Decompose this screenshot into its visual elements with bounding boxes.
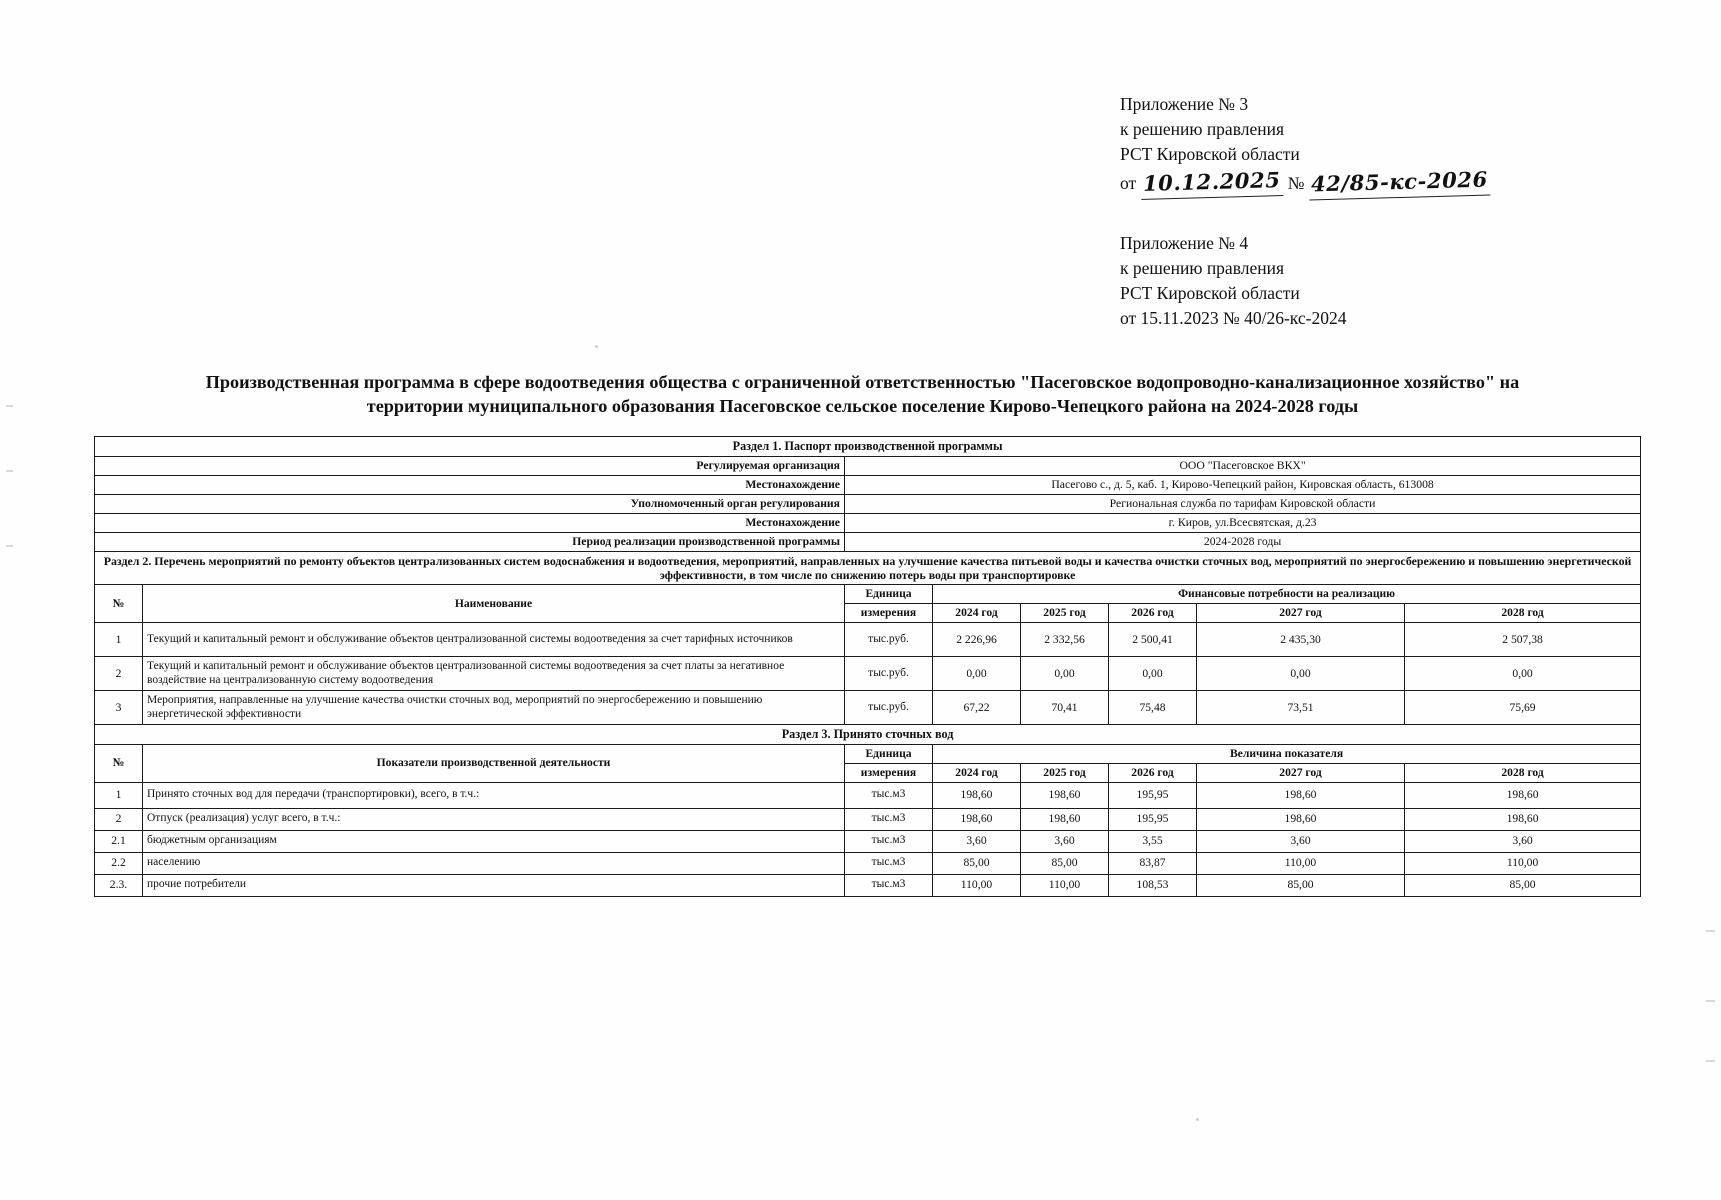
passport-value-2: Региональная служба по тарифам Кировской области	[845, 494, 1641, 513]
s3-row0-v2025: 198,60	[1021, 782, 1109, 808]
s3-row2-unit: тыс.м3	[845, 830, 933, 852]
s2-row2-v2024: 67,22	[933, 691, 1021, 725]
col-header-year-2027: 2027 год	[1197, 604, 1405, 623]
s3-row2-name: бюджетным организациям	[143, 830, 845, 852]
s3-col-header-year-2026: 2026 год	[1109, 763, 1197, 782]
s3-row0-v2027: 198,60	[1197, 782, 1405, 808]
passport-label-2: Уполномоченный орган регулирования	[95, 494, 845, 513]
s2-row2-v2028: 75,69	[1405, 691, 1641, 725]
table-row	[95, 808, 1641, 830]
s3-row3-v2026: 83,87	[1109, 852, 1197, 874]
s3-row0-unit: тыс.м3	[845, 782, 933, 808]
s3-row3-v2024: 85,00	[933, 852, 1021, 874]
appendix4-line1: Приложение № 4	[1120, 233, 1249, 254]
appendix3-line1: Приложение № 3	[1120, 94, 1249, 114]
appendix3-decision-line	[1120, 167, 1640, 198]
scan-edge-mark	[1706, 1000, 1715, 1002]
s3-row1-v2028: 198,60	[1405, 808, 1641, 830]
s3-row3-num: 2.2	[95, 852, 143, 874]
s3-row4-v2027: 85,00	[1197, 874, 1405, 896]
s3-col-header-num: №	[95, 744, 143, 782]
s2-row0-v2024: 2 226,96	[933, 623, 1021, 657]
s3-row1-v2026: 195,95	[1109, 808, 1197, 830]
s2-row0-name: Текущий и капитальный ремонт и обслуживание объектов централизованной системы водоотведения за счет тарифных источников	[143, 623, 845, 657]
table-row	[95, 623, 1641, 657]
s3-row3-v2025: 85,00	[1021, 852, 1109, 874]
table-row	[95, 657, 1641, 691]
s3-row2-v2028: 3,60	[1405, 830, 1641, 852]
col-header-name: Наименование	[143, 585, 845, 623]
section3-heading-row	[95, 725, 1641, 745]
s3-row0-v2024: 198,60	[933, 782, 1021, 808]
header-spacer	[1120, 197, 1640, 231]
s3-col-header-unit-line1: Единица	[845, 744, 933, 763]
section2-header-row-1	[95, 585, 1641, 604]
s3-col-header-unit-line2: измерения	[845, 763, 933, 782]
page-speck	[595, 345, 598, 348]
s3-row4-num: 2.3.	[95, 874, 143, 896]
s3-row3-v2028: 110,00	[1405, 852, 1641, 874]
s3-row2-v2026: 3,55	[1109, 830, 1197, 852]
col-header-year-2025: 2025 год	[1021, 604, 1109, 623]
s2-row0-unit: тыс.руб.	[845, 623, 933, 657]
s2-row1-name: Текущий и капитальный ремонт и обслуживание объектов централизованной системы водоотведения за счет платы за негативное воздействие на централизованную систему водоотведения	[143, 657, 845, 691]
s3-row0-v2028: 198,60	[1405, 782, 1641, 808]
appendix3-line3: РСТ Кировской области	[1120, 143, 1300, 164]
table-row	[95, 456, 1641, 475]
s3-row1-num: 2	[95, 808, 143, 830]
s2-row1-v2027: 0,00	[1197, 657, 1405, 691]
s3-row2-num: 2.1	[95, 830, 143, 852]
col-header-year-2024: 2024 год	[933, 604, 1021, 623]
program-table-wrapper	[94, 436, 1640, 897]
s3-col-header-year-2027: 2027 год	[1197, 763, 1405, 782]
s3-col-header-year-2025: 2025 год	[1021, 763, 1109, 782]
s2-row1-unit: тыс.руб.	[845, 657, 933, 691]
s2-row2-v2025: 70,41	[1021, 691, 1109, 725]
s3-row0-num: 1	[95, 782, 143, 808]
s3-row4-v2026: 108,53	[1109, 874, 1197, 896]
s3-row4-v2025: 110,00	[1021, 874, 1109, 896]
table-row	[95, 494, 1641, 513]
program-table	[94, 436, 1641, 897]
s2-row1-v2025: 0,00	[1021, 657, 1109, 691]
number-label: №	[1287, 172, 1305, 193]
passport-label-3: Местонахождение	[95, 513, 845, 532]
s2-row1-v2028: 0,00	[1405, 657, 1641, 691]
col-header-finance-group: Финансовые потребности на реализацию	[933, 585, 1641, 604]
s2-row1-v2026: 0,00	[1109, 657, 1197, 691]
s3-row3-unit: тыс.м3	[845, 852, 933, 874]
s3-row0-v2026: 195,95	[1109, 782, 1197, 808]
scan-edge-mark	[6, 470, 13, 472]
s2-row0-v2027: 2 435,30	[1197, 623, 1405, 657]
s3-col-header-year-2028: 2028 год	[1405, 763, 1641, 782]
s2-row2-v2026: 75,48	[1109, 691, 1197, 725]
appendix4-line4: от 15.11.2023 № 40/26-кс-2024	[1120, 307, 1347, 328]
s2-row0-v2026: 2 500,41	[1109, 623, 1197, 657]
s2-row1-num: 2	[95, 657, 143, 691]
passport-label-0: Регулируемая организация	[95, 456, 845, 475]
scan-edge-mark	[6, 405, 13, 407]
scan-edge-mark	[1706, 930, 1715, 932]
page-title-line2: территории муниципального образования Пасеговское сельское поселение Кирово-Чепецкого района на 2024-2028 годы	[366, 396, 1359, 417]
section1-heading: Раздел 1. Паспорт производственной программы	[95, 437, 1641, 457]
appendix4-line3: РСТ Кировской области	[1120, 283, 1300, 304]
s3-row1-v2025: 198,60	[1021, 808, 1109, 830]
handwritten-decision-number: 42/85-кс-2026	[1309, 164, 1491, 200]
s3-row2-v2027: 3,60	[1197, 830, 1405, 852]
appendix4-line2: к решению правления	[1120, 258, 1285, 279]
passport-value-0: ООО "Пасеговское ВКХ"	[845, 456, 1641, 475]
col-header-year-2026: 2026 год	[1109, 604, 1197, 623]
passport-label-1: Местонахождение	[95, 475, 845, 494]
passport-label-4: Период реализации производственной программы	[95, 532, 845, 551]
s3-row3-v2027: 110,00	[1197, 852, 1405, 874]
col-header-num: №	[95, 585, 143, 623]
s3-row1-v2027: 198,60	[1197, 808, 1405, 830]
appendix3-line2: к решению правления	[1120, 118, 1285, 139]
section3-heading: Раздел 3. Принято сточных вод	[95, 725, 1641, 745]
section3-header-row-1	[95, 744, 1641, 763]
s3-row0-name: Принято сточных вод для передачи (транспортировки), всего, в т.ч.:	[143, 782, 845, 808]
passport-value-4: 2024-2028 годы	[845, 532, 1641, 551]
section1-heading-row	[95, 437, 1641, 457]
col-header-year-2028: 2028 год	[1405, 604, 1641, 623]
s3-col-header-value-group: Величина показателя	[933, 744, 1641, 763]
section2-heading-row	[95, 551, 1641, 585]
s2-row2-num: 3	[95, 691, 143, 725]
col-header-unit-line2: измерения	[845, 604, 933, 623]
page-speck	[1196, 1118, 1199, 1121]
passport-value-1: Пасегово с., д. 5, каб. 1, Кирово-Чепецкий район, Кировская область, 613008	[845, 475, 1641, 494]
s2-row2-name: Мероприятия, направленные на улучшение качества очистки сточных вод, мероприятий по энергосбережению и повышению энергетической эффективности	[143, 691, 845, 725]
s2-row1-v2024: 0,00	[933, 657, 1021, 691]
s3-row1-unit: тыс.м3	[845, 808, 933, 830]
passport-value-3: г. Киров, ул.Всесвятская, д.23	[845, 513, 1641, 532]
s2-row0-v2025: 2 332,56	[1021, 623, 1109, 657]
table-row	[95, 874, 1641, 896]
page-title	[90, 370, 1635, 419]
col-header-unit-line1: Единица	[845, 585, 933, 604]
s3-col-header-year-2024: 2024 год	[933, 763, 1021, 782]
table-row	[95, 691, 1641, 725]
scan-edge-mark	[1706, 1060, 1715, 1062]
table-row	[95, 532, 1641, 551]
s3-row1-v2024: 198,60	[933, 808, 1021, 830]
s3-col-header-name: Показатели производственной деятельности	[143, 744, 845, 782]
table-row	[95, 475, 1641, 494]
s3-row4-v2024: 110,00	[933, 874, 1021, 896]
section2-heading: Раздел 2. Перечень мероприятий по ремонту объектов централизованных систем водоснабжения и водоотведения, мероприятий, направленных на улучшение качества питьевой воды и качества очистки сточных вод, мероприятий по энергосбережению и повышению энергетической эффективности, в том числе по снижению потерь воды при транспортировке	[95, 551, 1641, 585]
table-row	[95, 830, 1641, 852]
s2-row2-unit: тыс.руб.	[845, 691, 933, 725]
appendix-header	[1120, 92, 1640, 331]
s2-row2-v2027: 73,51	[1197, 691, 1405, 725]
page-title-line1: Производственная программа в сфере водоотведения общества с ограниченной ответственностью "Пасеговское водопроводно-канализационное хозяйство" на	[205, 372, 1520, 392]
s3-row3-name: населению	[143, 852, 845, 874]
handwritten-date: 10.12.2025	[1141, 165, 1283, 200]
s3-row4-unit: тыс.м3	[845, 874, 933, 896]
scan-edge-mark	[6, 545, 13, 547]
table-row	[95, 513, 1641, 532]
s2-row0-num: 1	[95, 623, 143, 657]
s3-row2-v2025: 3,60	[1021, 830, 1109, 852]
s3-row4-name: прочие потребители	[143, 874, 845, 896]
s3-row1-name: Отпуск (реализация) услуг всего, в т.ч.:	[143, 808, 845, 830]
s3-row2-v2024: 3,60	[933, 830, 1021, 852]
s2-row0-v2028: 2 507,38	[1405, 623, 1641, 657]
table-row	[95, 852, 1641, 874]
s3-row4-v2028: 85,00	[1405, 874, 1641, 896]
from-label: от	[1120, 172, 1137, 193]
table-row	[95, 782, 1641, 808]
